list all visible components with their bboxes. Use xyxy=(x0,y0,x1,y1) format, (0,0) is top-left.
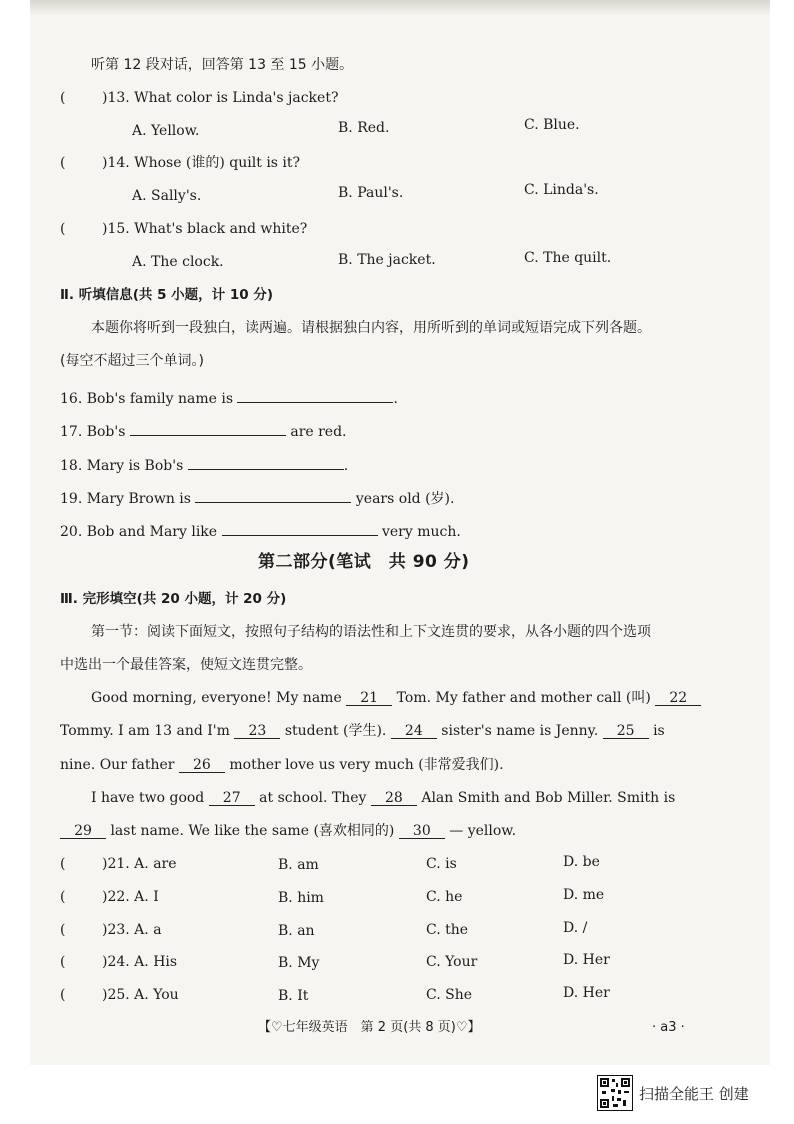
q13-option-a: A. Yellow. xyxy=(132,123,200,139)
section-3-heading: Ⅲ. 完形填空(共 20 小题，计 20 分) xyxy=(60,591,287,607)
question-15: ( )15. What's black and white? xyxy=(60,221,308,237)
answer-blank-16[interactable] xyxy=(237,386,393,403)
section-2-heading: Ⅱ. 听填信息(共 5 小题，计 10 分) xyxy=(60,287,274,303)
fill-item-20: 20. Bob and Mary like very much. xyxy=(60,519,461,541)
choice-25-b: B. It xyxy=(278,988,309,1004)
section-3-instruction-line2: 中选出一个最佳答案，使短文连贯完整。 xyxy=(60,657,312,673)
question-13: ( )13. What color is Linda's jacket? xyxy=(60,90,339,106)
choice-24-c: C. Your xyxy=(426,954,478,970)
fill-item-16: 16. Bob's family name is . xyxy=(60,386,398,408)
cloze-blank-21[interactable]: 21 xyxy=(346,689,392,706)
cloze-blank-29[interactable]: 29 xyxy=(60,822,106,839)
choice-23-d: D. / xyxy=(563,920,588,936)
q13-option-c: C. Blue. xyxy=(524,117,580,133)
section-3-instruction-line1: 第一节：阅读下面短文，按照句子结构的语法性和上下文连贯的要求，从各小题的四个选项 xyxy=(91,624,651,640)
q15-option-c: C. The quilt. xyxy=(524,250,612,266)
q15-option-a: A. The clock. xyxy=(132,254,224,270)
choice-row-24: ( )24. A. His xyxy=(60,954,178,970)
page-footer: 【♡七年级英语 第 2 页(共 8 页)♡】 xyxy=(258,1020,481,1035)
passage-line-2: Tommy. I am 13 and I'm 23 student (学生). 24 sister's name is Jenny. 25 is xyxy=(60,723,665,739)
choice-25-d: D. Her xyxy=(563,985,610,1001)
choice-22-d: D. me xyxy=(563,887,605,903)
fill-item-17: 17. Bob's are red. xyxy=(60,419,347,441)
cloze-blank-27[interactable]: 27 xyxy=(209,789,255,806)
choice-row-21: ( )21. A. are xyxy=(60,856,177,872)
q13-option-b: B. Red. xyxy=(338,120,390,136)
choice-23-c: C. the xyxy=(426,922,469,938)
choice-21-c: C. is xyxy=(426,856,457,872)
answer-blank-18[interactable] xyxy=(188,453,344,470)
q15-option-b: B. The jacket. xyxy=(338,252,436,268)
page-code: · a3 · xyxy=(652,1020,685,1035)
cloze-blank-24[interactable]: 24 xyxy=(391,722,437,739)
section-2-instruction-line1: 本题你将听到一段独白，读两遍。请根据独白内容，用所听到的单词或短语完成下列各题。 xyxy=(91,320,651,336)
scanner-watermark: 扫描全能王 创建 xyxy=(639,1085,749,1103)
choice-21-b: B. am xyxy=(278,857,319,873)
choice-25-c: C. She xyxy=(426,987,473,1003)
choice-23-b: B. an xyxy=(278,923,315,939)
choice-row-25: ( )25. A. You xyxy=(60,987,179,1003)
choice-22-b: B. him xyxy=(278,890,324,906)
choice-22-c: C. he xyxy=(426,889,463,905)
choice-row-23: ( )23. A. a xyxy=(60,922,162,938)
cloze-blank-28[interactable]: 28 xyxy=(371,789,417,806)
answer-blank-17[interactable] xyxy=(130,419,286,436)
q14-option-c: C. Linda's. xyxy=(524,182,599,198)
passage-line-1: Good morning, everyone! My name 21 Tom. My father and mother call (叫) 22 xyxy=(91,689,701,707)
q14-option-a: A. Sally's. xyxy=(132,188,202,204)
question-14: ( )14. Whose (谁的) quilt is it? xyxy=(60,155,301,171)
choice-24-b: B. My xyxy=(278,955,320,971)
choice-24-d: D. Her xyxy=(563,952,610,968)
answer-blank-19[interactable] xyxy=(195,486,351,503)
part-2-title: 第二部分(笔试 共 90 分) xyxy=(258,552,470,572)
choice-21-d: D. be xyxy=(563,854,600,870)
scan-top-edge xyxy=(30,0,770,16)
cloze-blank-26[interactable]: 26 xyxy=(179,756,225,773)
cloze-blank-22[interactable]: 22 xyxy=(655,689,701,706)
fill-item-18: 18. Mary is Bob's . xyxy=(60,453,348,475)
passage-line-4: I have two good 27 at school. They 28 Alan Smith and Bob Miller. Smith is xyxy=(91,790,676,806)
passage-line-3: nine. Our father 26 mother love us very much (非常爱我们). xyxy=(60,757,504,773)
fill-item-19: 19. Mary Brown is years old (岁). xyxy=(60,486,454,508)
cloze-blank-30[interactable]: 30 xyxy=(399,822,445,839)
q14-option-b: B. Paul's. xyxy=(338,185,404,201)
section-2-instruction-line2: (每空不超过三个单词。) xyxy=(60,353,204,369)
dialogue-12-instruction: 听第 12 段对话，回答第 13 至 15 小题。 xyxy=(91,57,354,73)
answer-blank-20[interactable] xyxy=(222,519,378,536)
choice-row-22: ( )22. A. I xyxy=(60,889,159,905)
cloze-blank-25[interactable]: 25 xyxy=(603,722,649,739)
qr-code-icon xyxy=(597,1075,633,1111)
cloze-blank-23[interactable]: 23 xyxy=(234,722,280,739)
passage-line-5: 29 last name. We like the same (喜欢相同的) 30 — yellow. xyxy=(60,822,516,840)
